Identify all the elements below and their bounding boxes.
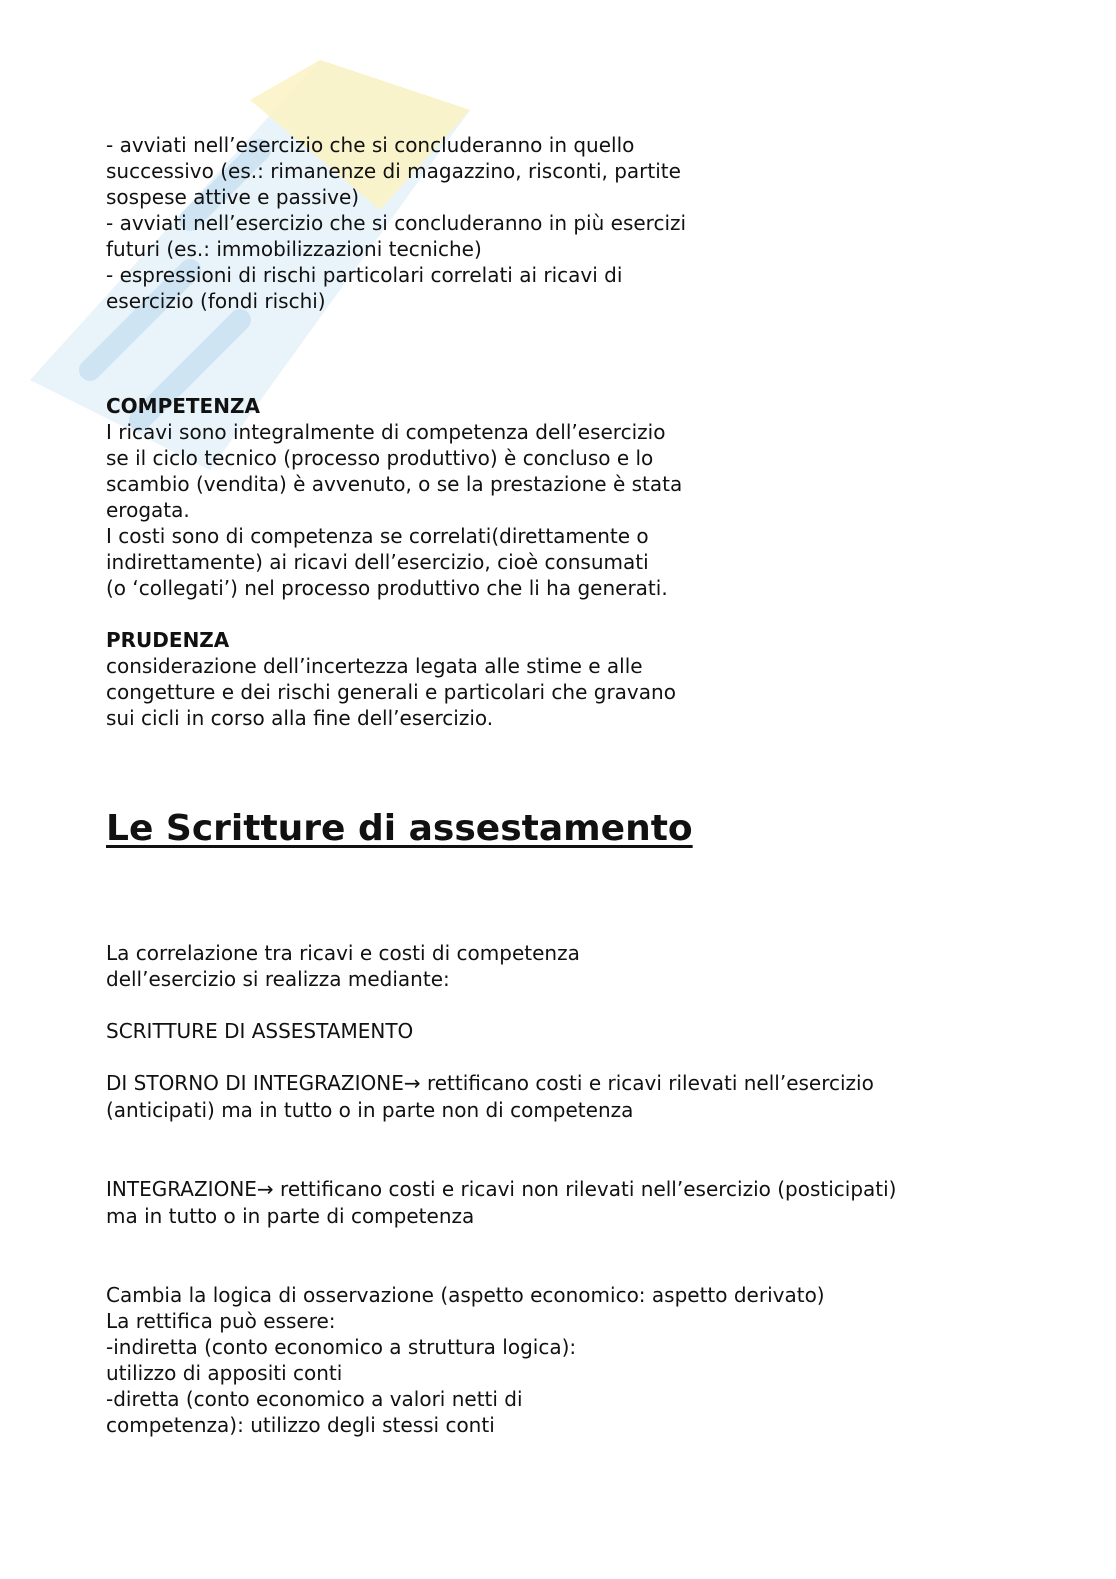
prudenza-heading: PRUDENZA — [106, 628, 230, 652]
correlazione-paragraph — [106, 940, 580, 992]
paragraph-line: I costi sono di competenza se correlati(direttamente o — [106, 524, 649, 548]
paragraph-line: erogata. — [106, 498, 190, 522]
prudenza-section — [106, 627, 676, 731]
competenza-section — [106, 393, 682, 601]
intro-list — [106, 132, 686, 314]
intro-line: sospese attive e passive) — [106, 185, 360, 209]
paragraph-line: INTEGRAZIONE→ rettificano costi e ricavi non rilevati nell’esercizio (posticipati) — [106, 1177, 897, 1201]
paragraph-line: (o ‘collegati’) nel processo produttivo che li ha generati. — [106, 576, 668, 600]
paragraph-line: indirettamente) ai ricavi dell’esercizio, cioè consumati — [106, 550, 649, 574]
paragraph-line: utilizzo di appositi conti — [106, 1361, 343, 1385]
paragraph-line: (anticipati) ma in tutto o in parte non di competenza — [106, 1098, 634, 1122]
intro-line: - espressioni di rischi particolari correlati ai ricavi di — [106, 263, 623, 287]
paragraph-line: considerazione dell’incertezza legata alle stime e alle — [106, 654, 643, 678]
paragraph-line: competenza): utilizzo degli stessi conti — [106, 1413, 495, 1437]
intro-line: successivo (es.: rimanenze di magazzino, risconti, partite — [106, 159, 681, 183]
paragraph-line: scambio (vendita) è avvenuto, o se la prestazione è stata — [106, 472, 683, 496]
section-title: Le Scritture di assestamento — [106, 808, 693, 849]
paragraph-line: dell’esercizio si realizza mediante: — [106, 967, 450, 991]
paragraph-line: I ricavi sono integralmente di competenza dell’esercizio — [106, 420, 666, 444]
storno-paragraph — [106, 1070, 874, 1123]
paragraph-line: La correlazione tra ricavi e costi di competenza — [106, 941, 580, 965]
intro-line: - avviati nell’esercizio che si concluderanno in più esercizi — [106, 211, 687, 235]
paragraph-line: ma in tutto o in parte di competenza — [106, 1204, 475, 1228]
paragraph-line: La rettifica può essere: — [106, 1309, 336, 1333]
logica-paragraph — [106, 1282, 825, 1438]
competenza-heading: COMPETENZA — [106, 394, 260, 418]
integrazione-paragraph — [106, 1176, 897, 1229]
intro-line: esercizio (fondi rischi) — [106, 289, 326, 313]
paragraph-line: Cambia la logica di osservazione (aspetto economico: aspetto derivato) — [106, 1283, 825, 1307]
scritture-label: SCRITTURE DI ASSESTAMENTO — [106, 1019, 414, 1043]
intro-line: futuri (es.: immobilizzazioni tecniche) — [106, 237, 482, 261]
paragraph-line: congetture e dei rischi generali e particolari che gravano — [106, 680, 676, 704]
paragraph-line: -diretta (conto economico a valori netti di — [106, 1387, 523, 1411]
intro-line: - avviati nell’esercizio che si concluderanno in quello — [106, 133, 635, 157]
paragraph-line: sui cicli in corso alla fine dell’esercizio. — [106, 706, 494, 730]
paragraph-line: se il ciclo tecnico (processo produttivo) è concluso e lo — [106, 446, 654, 470]
paragraph-line: DI STORNO DI INTEGRAZIONE→ rettificano costi e ricavi rilevati nell’esercizio — [106, 1071, 874, 1095]
paragraph-line: -indiretta (conto economico a struttura logica): — [106, 1335, 577, 1359]
